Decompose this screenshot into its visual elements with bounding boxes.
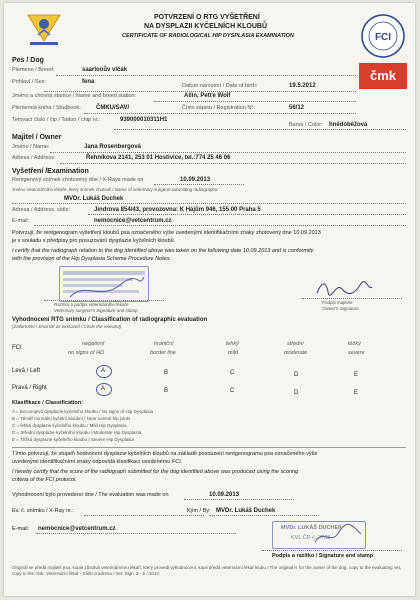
header-e-en: severe <box>348 350 365 356</box>
dob-value: 19.5.2012 <box>289 83 316 89</box>
evaluator-stamp <box>272 521 366 549</box>
owner-name-label: Jméno / Name: <box>12 144 50 150</box>
breed-value: saarlooův vlčák <box>82 67 128 73</box>
color-label: Barva / Color: <box>289 122 323 128</box>
exam-email-label: E-mail: <box>12 218 30 224</box>
grade-right-d: D <box>294 390 299 396</box>
grade-right-b: B <box>164 388 169 394</box>
owner-address-value: Řehníkova 2141, 253 01 Hostivice, tel.:774 25 46 06 <box>86 155 231 161</box>
sex-label: Pohlaví / Sex: <box>12 79 46 85</box>
header-c-en: mild <box>228 350 239 356</box>
evaluation-title: Vyhodnocení RTG snímku / Classification of radiographic evaluation <box>12 317 208 323</box>
header-a-en: no signs of HD <box>68 350 105 356</box>
breed-label: Plemeno / Breed: <box>12 67 55 73</box>
exam-date-value: 10.09.2013 <box>180 177 211 183</box>
evaluator-stamp-reg: KVL ČR č. 3708 <box>291 535 331 541</box>
owner-sig-label: Podpis majitele <box>322 300 353 305</box>
grade-left-e: E <box>354 372 359 378</box>
exam-section-title: Vyšetření /Examination <box>12 168 89 175</box>
footer-note: Originál se předá majiteli psa, kopie zůstává veterinárnímu lékaři, který provedl vyhodnocení, kopii předá veterinární lékař klubu / The original is for the owner of the dog, copy to the evaluating vet, copy to the club. Veterinární lékař - Sídlo a adresa / Vet. Sign. 2 - 6 / 2013 <box>12 565 402 576</box>
color-value: hnědobéžová <box>329 122 368 128</box>
class-e: E = Těžká dysplazie kyčelního kloubu / Severe Hip Dysplasia <box>12 437 134 442</box>
reg-value: 56/12 <box>289 105 305 111</box>
name-label: Jméno a chovná stanice / Name and breed station: <box>12 93 137 99</box>
certificate-page <box>4 3 415 596</box>
grade-right-a: A <box>101 386 106 392</box>
owner-name-value: Jana Rosenbergová <box>84 144 142 150</box>
final-email-label: E-mail: <box>12 526 30 532</box>
header-b-cz: hraniční <box>154 341 174 347</box>
by-label: Kým / By: <box>187 508 211 514</box>
exam-vet-label: Jméno veterinárního lékaře, který snímek zhotovil / Name of veterinary surgeon submitting radiographs: <box>12 187 219 192</box>
tattoo-label: Tetovací číslo / čip / Tattoo / chip nr.: <box>12 117 101 123</box>
grade-left-a: A <box>101 368 106 374</box>
final-date-value: 10.09.2013 <box>209 492 240 498</box>
grade-right-c: C <box>230 388 235 394</box>
header-b-en: border line <box>150 350 176 356</box>
dog-section-title: Pes / Dog <box>12 57 44 64</box>
declaration-cz-2: je v souladu s předpisy pro posuzování dysplazie kyčelních kloubů. <box>12 238 176 244</box>
header-c-cz: lehký <box>226 341 239 347</box>
xray-label: Ev. č. snímku / X-Ray nr.: <box>12 508 74 514</box>
fci-label: FCI <box>12 345 22 351</box>
vet-clinic-stamp <box>59 266 149 302</box>
class-b: B = Téměř normální kyčelní kloubní / Near normal hip joints <box>12 416 131 421</box>
evaluation-subtitle: (Zaškrtněte / Encircle as indicated / Circle the relevant) <box>12 324 122 329</box>
header-e-cz: těžký <box>348 341 361 347</box>
studbook-value: ČMKU/SAV/ <box>96 105 130 111</box>
header-a-cz: negativní <box>82 341 105 347</box>
exam-email-value: nemocnice@vetcentrum.cz <box>94 218 172 224</box>
row-right-label: Pravá / Right <box>12 385 47 391</box>
final-cz-2: uvedenými identifikačními znaky odpovídá klasifikaci uvedenému FCI. <box>12 459 183 465</box>
final-cz: Tímto potvrzuji, že stupeň hodnocení dysplazie kyčelních kloubů na základě posouzení rentgenogramu psa označeného výše <box>12 451 318 457</box>
evaluator-sign-label: Podpis a razítko / Signature and stamp <box>272 553 374 559</box>
title-english: CERTIFICATE OF RADIOLOGICAL HIP DYSPLASIA EXAMINATION <box>122 33 294 39</box>
final-email-value: nemocnice@vetcentrum.cz <box>38 526 116 532</box>
sex-value: fena <box>82 79 95 85</box>
owner-signature <box>314 277 374 299</box>
declaration-en: I certify that the radiograph relation to the dog identified above was taken on the following date 10.09.2013 and is conformity <box>12 248 314 254</box>
class-a: A = bez projevů dysplazie kyčelního kloubu / No signs of Hip Dysplasia <box>12 409 153 414</box>
fci-logo <box>360 13 406 59</box>
row-left-label: Levá / Left <box>12 368 41 374</box>
dob-label: Datum narození / Date of birth: <box>182 83 258 89</box>
cmk-logo: čmk <box>359 63 407 89</box>
club-logo <box>24 11 64 47</box>
reg-label: Číslo zápisu / Registration N°: <box>182 105 256 111</box>
declaration-cz: Potvrzuji, že rentgenogram vyšetření kloubů psa označeného výše uvedenými identifikačními znaky zhotovený dne 10.09.2013 <box>12 230 321 236</box>
vet-stamp-label: Razítko a podpis veterinárního lékaře <box>54 302 129 307</box>
classification-title: Klasifikace / Classification: <box>12 400 83 406</box>
declaration-en-2: with the provision of the Hip Dysplasia Scheme Procedure Notes. <box>12 256 171 262</box>
vet-stamp-label-en: Veterinary surgeon's Signature and stamp <box>54 308 138 313</box>
exam-address-value: Jindrova 854/43, provozovna: K Hájům 946, 155 00 Praha 5 <box>94 207 261 213</box>
grade-left-d: D <box>294 372 299 378</box>
grade-left-b: B <box>164 370 169 376</box>
header-d-cz: střední <box>287 341 304 347</box>
owner-section-title: Majitel / Owner <box>12 134 62 141</box>
final-en: I hereby certify that the score of the radiograph submitted for the dog identified above was produced using the scoring <box>12 469 299 475</box>
tattoo-value: 939000010311H1 <box>120 117 168 123</box>
owner-sig-label-en: Owner's Signature <box>322 306 359 311</box>
owner-address-label: Adresa / Address: <box>12 155 56 161</box>
by-value: MVDr. Lukáš Duchek <box>216 508 276 514</box>
studbook-label: Plemenná kniha / Studbook: <box>12 105 81 111</box>
header-d-en: moderate <box>284 350 308 356</box>
title-line-2: NA DYSPLAZII KYČELNÍCH KLOUBŮ <box>144 23 268 30</box>
class-c: C = lehká dysplazie kyčelního kloubu / Mild Hip Dysplasia <box>12 423 127 428</box>
grade-right-e: E <box>354 390 359 396</box>
grade-left-c: C <box>230 370 235 376</box>
evaluator-stamp-name: MVDr. LUKÁŠ DUCHEK <box>281 525 343 531</box>
exam-date-label: Rentgenový snímek zhotovený dne / X-Rays made on <box>12 177 144 183</box>
svg-text:FCI: FCI <box>374 32 392 43</box>
exam-address-label: Adresa / Address, sídlo: <box>12 207 71 213</box>
name-value: Allin, Petťe Wolf <box>184 93 231 99</box>
class-d: D = Střední dysplazie kyčelního kloubu / Moderate Hip Dysplasia <box>12 430 142 435</box>
final-en-2: criteria of the FCI protocol. <box>12 477 77 483</box>
final-date-label: Vyhodnocení bylo provedeno dne / The evaluation was made on <box>12 492 169 498</box>
exam-vet-value: MVDr. Lukáš Duchek <box>64 196 124 202</box>
title-line-1: POTVRZENÍ O RTG VYŠETŘENÍ <box>154 14 260 21</box>
